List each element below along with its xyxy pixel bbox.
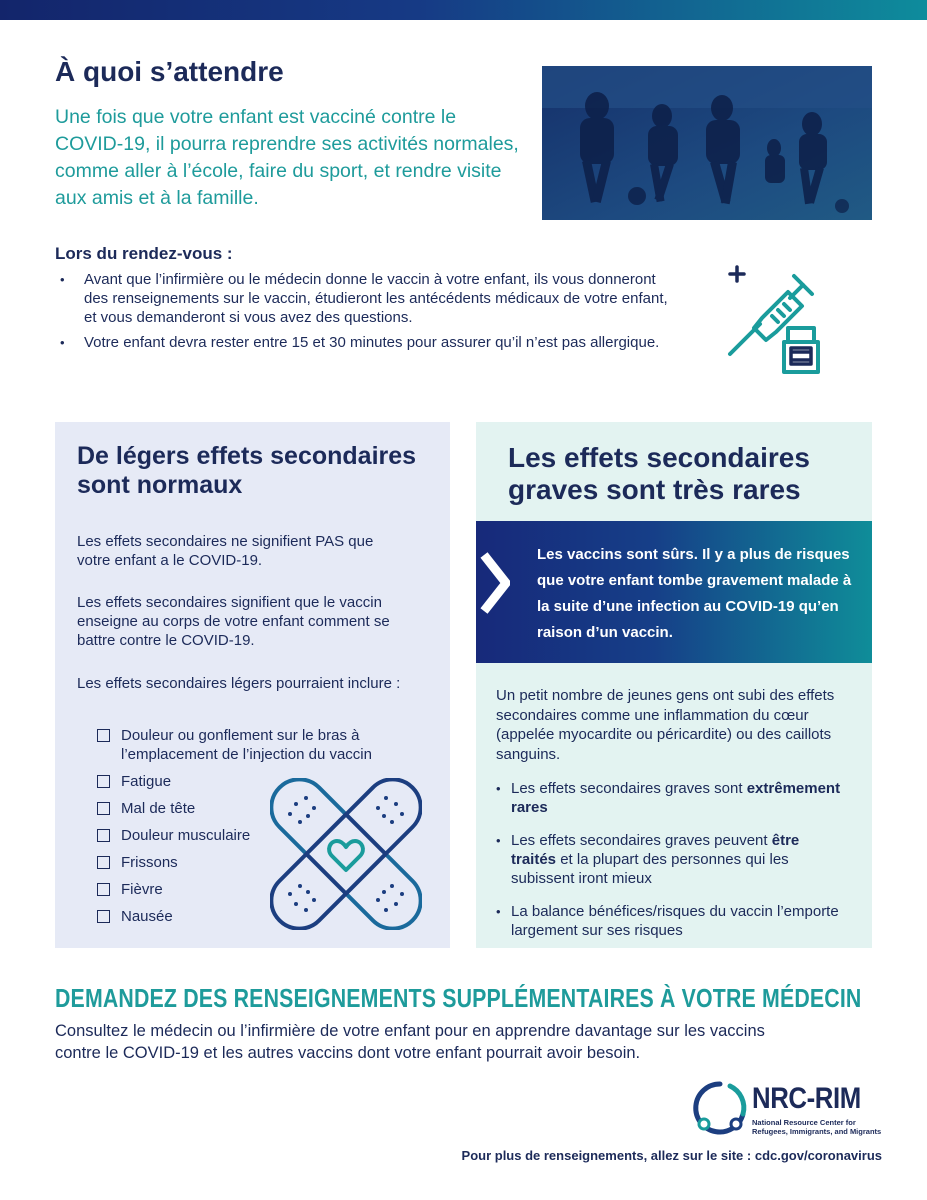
children-running-photo (542, 66, 872, 220)
appointment-heading: Lors du rendez-vous : (55, 244, 233, 263)
checkbox-icon (97, 910, 110, 923)
logo-mark (690, 1078, 750, 1138)
page-title: À quoi s’attendre (55, 56, 284, 87)
list-item: • Avant que l’infirmière ou le médecin donne le vaccin à votre enfant, ils vous donneront des renseignements sur le vaccin, étudieront les antécédents médicaux de votre enfant, et vous demanderont si vous avez des questions. (58, 270, 678, 327)
checklist-item: Fatigue (97, 772, 421, 791)
logo-subtitle: National Resource Center for Refugees, Immigrants, and Migrants (752, 1118, 882, 1136)
list-item: • Votre enfant devra rester entre 15 et 30 minutes pour assurer qu’il n’est pas allergique. (58, 333, 678, 352)
list-item: • Les effets secondaires graves peuvent être traités et la plupart des personnes qui les subissent iront mieux (496, 831, 846, 888)
appointment-list (58, 270, 678, 358)
mild-effects-para-1: Les effets secondaires ne signifient PAS que votre enfant a le COVID-19. (77, 533, 374, 569)
mild-effects-para-2: Les effets secondaires signifient que le vaccin enseigne au corps de votre enfant comment se battre contre le COVID-19. (77, 594, 390, 649)
top-gradient-bar (0, 0, 927, 20)
checklist-item: Frissons (97, 853, 421, 872)
checkbox-icon (97, 729, 110, 742)
checklist-item: Fièvre (97, 880, 421, 899)
callout-text: Les vaccins sont sûrs. Il y a plus de risques que votre enfant tombe gravement malade à la suite d’une infection au COVID-19 qu’en raison d’un vaccin. (537, 546, 852, 641)
serious-effects-list (496, 779, 846, 954)
intro-text: Une fois que votre enfant est vacciné contre le COVID-19, il pourra reprendre ses activités normales, comme aller à l’école, faire du sport, et rendre visite aux amis et à la famille. (55, 106, 519, 209)
checklist-item: Nausée (97, 907, 421, 926)
serious-effects-title: Les effets secondaires graves sont très rares (508, 442, 810, 505)
checkbox-icon (97, 883, 110, 896)
cta-body: Consultez le médecin ou l’infirmière de votre enfant pour en apprendre davantage sur les vaccins contre le COVID-19 et les autres vaccins dont votre enfant pourrait avoir besoin. (55, 1022, 765, 1062)
cta-heading: DEMANDEZ DES RENSEIGNEMENTS SUPPLÉMENTAIRES À VOTRE MÉDECIN (55, 983, 862, 1013)
checklist-item: Douleur musculaire (97, 826, 421, 845)
vaccine-safety-callout (476, 521, 872, 663)
checkbox-icon (97, 856, 110, 869)
list-item: • Les effets secondaires graves sont extrêmement rares (496, 779, 846, 817)
checklist-item: Douleur ou gonflement sur le bras à l’emplacement de l’injection du vaccin (97, 726, 421, 764)
checkbox-icon (97, 775, 110, 788)
serious-effects-para: Un petit nombre de jeunes gens ont subi des effets secondaires comme une inflammation du cœur (appelée myocardite ou péricardite) ou des caillots sanguins. (496, 687, 835, 763)
checklist-item: Mal de tête (97, 799, 421, 818)
list-item: • La balance bénéfices/risques du vaccin l’emporte largement sur ses risques (496, 902, 846, 940)
serious-effects-panel (476, 422, 872, 948)
logo-name: NRC-RIM (752, 1082, 861, 1115)
footer-note: Pour plus de renseignements, allez sur le site : cdc.gov/coronavirus (461, 1148, 882, 1163)
checkbox-icon (97, 829, 110, 842)
mild-effects-title: De légers effets secondaires sont normaux (77, 442, 417, 499)
checkbox-icon (97, 802, 110, 815)
chevron-right-icon (480, 551, 510, 615)
bandage-icon (270, 778, 422, 930)
mild-effects-para-3: Les effets secondaires légers pourraient inclure : (77, 675, 401, 692)
syringe-icon (722, 262, 827, 377)
nrc-rim-logo (690, 1078, 890, 1140)
